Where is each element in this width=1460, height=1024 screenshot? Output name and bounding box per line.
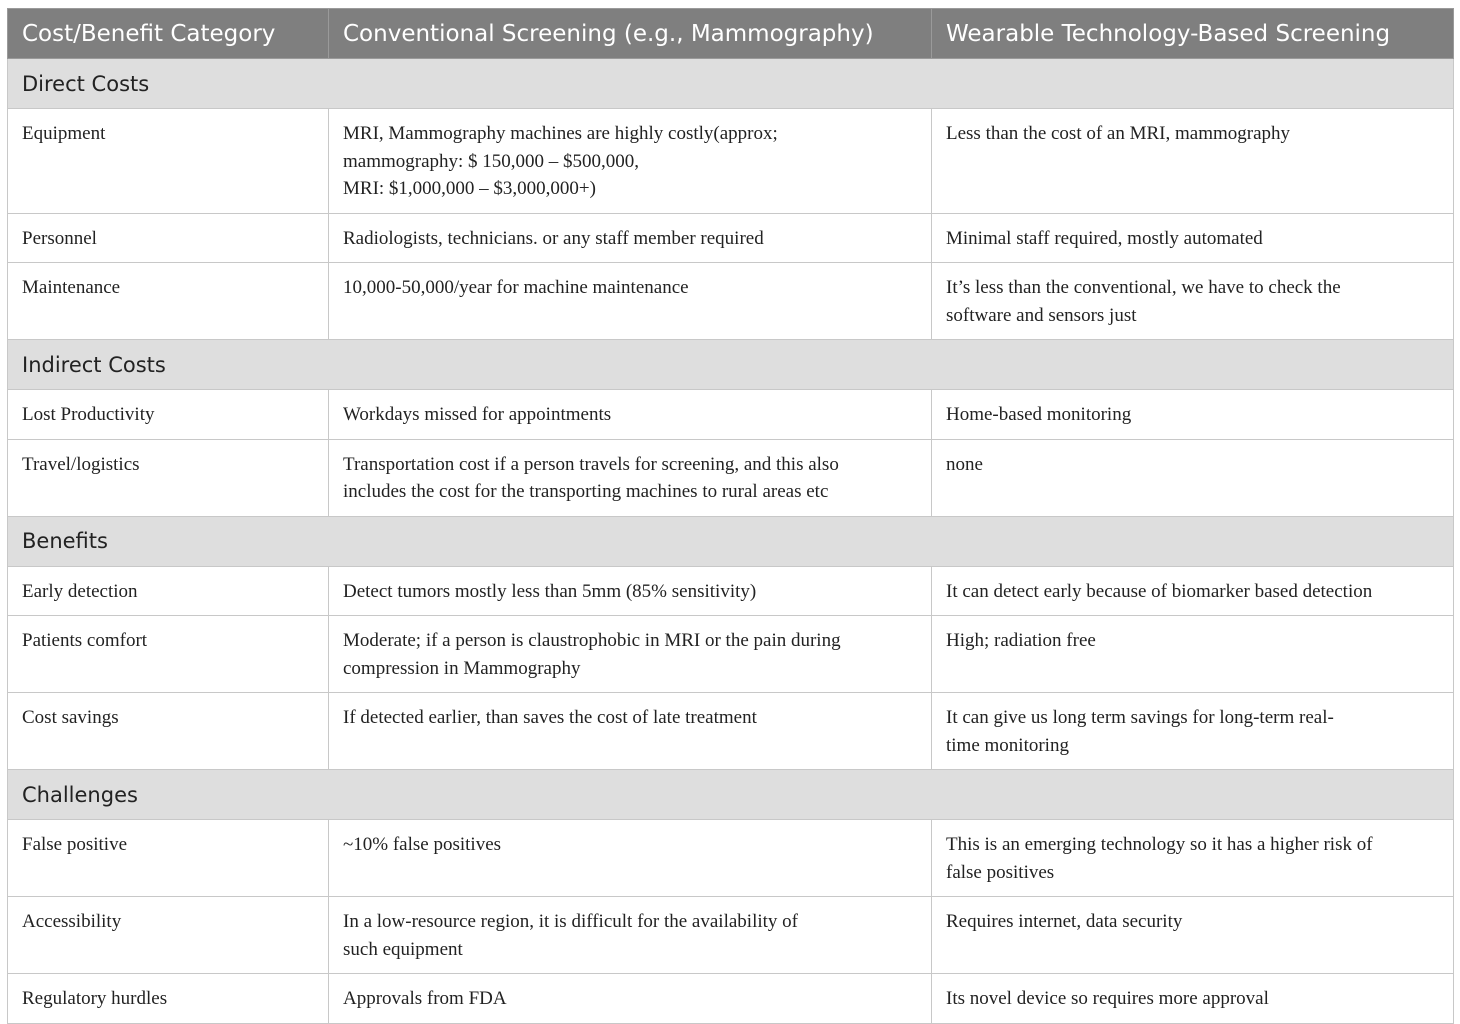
conventional-cell — [329, 820, 932, 897]
table-row — [8, 566, 1454, 616]
table-row — [8, 974, 1454, 1024]
wearable-cell-line: time monitoring — [946, 734, 1069, 756]
section-row — [8, 340, 1454, 390]
conventional-cell — [329, 693, 932, 770]
table-header — [8, 9, 1454, 59]
category-cell: Equipment — [8, 109, 329, 214]
wearable-cell — [932, 820, 1454, 897]
table-row — [8, 213, 1454, 263]
section-row — [8, 770, 1454, 820]
header-wearable: Wearable Technology-Based Screening — [932, 9, 1454, 59]
header-category: Cost/Benefit Category — [8, 9, 329, 59]
section-title: Benefits — [8, 516, 1454, 566]
wearable-cell — [932, 974, 1454, 1024]
conventional-cell — [329, 213, 932, 263]
wearable-cell-line: Home-based monitoring — [946, 404, 1132, 425]
wearable-cell-line: none — [946, 453, 983, 475]
table-row — [8, 439, 1454, 516]
conventional-cell — [329, 897, 932, 974]
comparison-table-container — [7, 8, 1453, 1024]
table-row — [8, 616, 1454, 693]
wearable-cell-line: It can detect early because of biomarker based detection — [946, 580, 1373, 602]
wearable-cell-line: It’s less than the conventional, we have to check the — [946, 277, 1341, 298]
wearable-cell — [932, 213, 1454, 263]
category-cell: Cost savings — [8, 693, 329, 770]
category-cell: Maintenance — [8, 263, 329, 340]
table-row — [8, 897, 1454, 974]
section-title: Direct Costs — [8, 59, 1454, 109]
wearable-cell — [932, 897, 1454, 974]
conventional-cell-line: Workdays missed for appointments — [343, 404, 612, 425]
category-cell: Personnel — [8, 213, 329, 263]
category-cell: Accessibility — [8, 897, 329, 974]
conventional-cell-line: mammography: $ 150,000 – $500,000, — [343, 150, 640, 172]
wearable-cell-line: It can give us long term savings for long-term real- — [946, 707, 1334, 728]
wearable-cell-line: This is an emerging technology so it has a higher risk of — [946, 834, 1373, 855]
table-row — [8, 109, 1454, 214]
wearable-cell — [932, 439, 1454, 516]
wearable-cell — [932, 693, 1454, 770]
table-row — [8, 820, 1454, 897]
conventional-cell-line: Radiologists, technicians. or any staff member required — [343, 227, 764, 249]
cost-benefit-table — [7, 8, 1454, 1024]
conventional-cell-line: Approvals from FDA — [343, 988, 507, 1009]
conventional-cell-line: Detect tumors mostly less than 5mm (85% sensitivity) — [343, 580, 757, 602]
conventional-cell — [329, 974, 932, 1024]
table-row — [8, 693, 1454, 770]
header-conventional: Conventional Screening (e.g., Mammography) — [329, 9, 932, 59]
conventional-cell-line: ~10% false positives — [343, 834, 502, 855]
category-cell: Regulatory hurdles — [8, 974, 329, 1024]
wearable-cell — [932, 263, 1454, 340]
conventional-cell-line: If detected earlier, than saves the cost of late treatment — [343, 707, 757, 728]
conventional-cell — [329, 439, 932, 516]
section-row — [8, 59, 1454, 109]
section-title: Indirect Costs — [8, 340, 1454, 390]
wearable-cell-line: High; radiation free — [946, 630, 1096, 651]
wearable-cell — [932, 390, 1454, 440]
table-row — [8, 390, 1454, 440]
category-cell: False positive — [8, 820, 329, 897]
conventional-cell-line: Transportation cost if a person travels for screening, and this also — [343, 453, 839, 475]
conventional-cell-line: In a low-resource region, it is difficult for the availability of — [343, 911, 798, 932]
category-cell: Travel/logistics — [8, 439, 329, 516]
section-row — [8, 516, 1454, 566]
conventional-cell-line: 10,000-50,000/year for machine maintenance — [343, 277, 689, 298]
wearable-cell — [932, 616, 1454, 693]
wearable-cell-line: false positives — [946, 861, 1055, 883]
section-title: Challenges — [8, 770, 1454, 820]
table-body — [8, 59, 1454, 1024]
conventional-cell — [329, 263, 932, 340]
conventional-cell — [329, 616, 932, 693]
wearable-cell — [932, 566, 1454, 616]
conventional-cell-line: Moderate; if a person is claustrophobic in MRI or the pain during — [343, 630, 841, 651]
conventional-cell-line: such equipment — [343, 938, 463, 960]
wearable-cell-line: Requires internet, data security — [946, 911, 1183, 932]
conventional-cell-line: compression in Mammography — [343, 657, 581, 679]
wearable-cell-line: Its novel device so requires more approval — [946, 988, 1269, 1009]
header-row — [8, 9, 1454, 59]
conventional-cell — [329, 109, 932, 214]
category-cell: Lost Productivity — [8, 390, 329, 440]
wearable-cell-line: software and sensors just — [946, 304, 1137, 326]
wearable-cell-line: Less than the cost of an MRI, mammography — [946, 123, 1291, 144]
conventional-cell-line: MRI: $1,000,000 – $3,000,000+) — [343, 178, 596, 199]
wearable-cell — [932, 109, 1454, 214]
table-row — [8, 263, 1454, 340]
conventional-cell-line: includes the cost for the transporting machines to rural areas etc — [343, 481, 829, 502]
conventional-cell — [329, 566, 932, 616]
category-cell: Patients comfort — [8, 616, 329, 693]
conventional-cell — [329, 390, 932, 440]
wearable-cell-line: Minimal staff required, mostly automated — [946, 227, 1263, 249]
category-cell: Early detection — [8, 566, 329, 616]
conventional-cell-line: MRI, Mammography machines are highly costly(approx; — [343, 123, 778, 144]
